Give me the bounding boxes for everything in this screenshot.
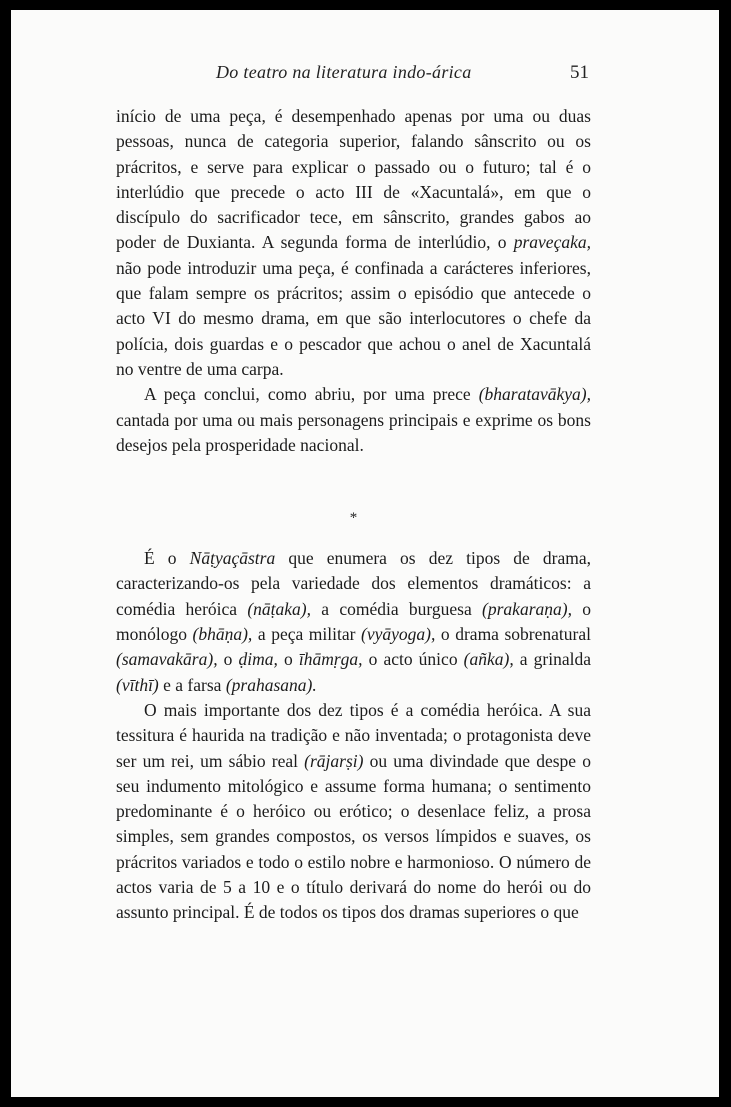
italic-term: (vyāyoga), [361,624,436,645]
paragraph [116,546,591,698]
text-run: não pode introduzir uma peça, é confinada a carácteres inferiores, que falam sempre os prácritos; assim o episódio que antecede o acto VI do mesmo drama, em que são interlocutores o chefe da polícia, dois guardas e o pescador que achou o anel de Xacuntalá no ventre de uma carpa. [116,257,591,379]
running-title: Do teatro na literatura indo-árica [216,62,472,82]
text-run: cantada por uma ou mais personagens principais e exprime os bons desejos pela prosperidade nacional. [116,409,591,455]
text-run: a grinalda [513,649,592,670]
text-run: o [217,649,239,670]
italic-term: ḍima, [238,649,278,670]
italic-term: (añka), [463,649,514,670]
text-run: a peça militar [252,624,362,645]
text-run: É o [144,548,190,569]
italic-term: (bharatavākya), [478,384,591,405]
italic-term: (bhāṇa), [192,624,253,645]
text-run: A peça conclui, como abriu, por uma prece [144,384,479,405]
italic-term: (rājarṣi) [304,750,364,771]
text-run: início de uma peça, é desempenhado apenas por uma ou duas pessoas, nunca de categoria superior, falando sânscrito ou os prácritos, e serve para explicar o passado ou o futuro; tal é o interlúdio que precede o acto III de «Xacuntalá», em que o discípulo do sacrificador tece, em sânscrito, grandes gabos ao poder de Duxianta. A segunda forma de interlúdio, o [116,106,591,253]
italic-term: (prahasana). [225,674,317,695]
page-header [11,62,719,92]
text-run: o monólogo [116,598,591,645]
text-run: o drama sobrenatural [435,624,591,645]
text-run: o [277,649,299,670]
section-separator [116,458,591,546]
paragraph [116,382,591,458]
italic-term: praveçaka, [513,232,591,253]
text-run: ou uma divindade que despe o seu indumento mitológico e assume forma humana; o sentimento predominante é o heróico ou erótico; o desenlace feliz, a prosa simples, sem grandes compostos, os versos límpidos e suaves, os prácritos variados e todo o estilo nobre e harmonioso. O número de actos varia de 5 a 10 e o título derivará do nome do herói ou do assunto principal. É de todos os tipos dos dramas superiores o que [116,750,591,923]
text-run: que enumera os dez tipos de drama, caracterizando-os pela variedade dos elementos dramáticos: a comédia heróica [116,548,591,619]
text-run: o acto único [362,649,464,670]
paragraph [116,698,591,926]
italic-term: (prakaraṇa), [482,598,572,619]
book-page [11,10,719,1097]
italic-term: (nāṭaka), [247,598,312,619]
body-text [116,104,591,926]
text-run: e a farsa [158,674,226,695]
italic-term: (vīthī) [116,674,159,695]
text-run: * [349,510,358,527]
italic-term: (samavakāra), [116,649,218,670]
text-run: a comédia burguesa [311,598,483,619]
page-number: 51 [570,62,589,83]
text-run: O mais importante dos dez tipos é a comédia heróica. A sua tessitura é haurida na tradição e não inventada; o protagonista deve ser um rei, um sábio real [116,699,591,771]
italic-term: Nāṭyaçāstra [189,548,276,569]
paragraph [116,104,591,382]
italic-term: īhāmṛga, [298,649,363,670]
